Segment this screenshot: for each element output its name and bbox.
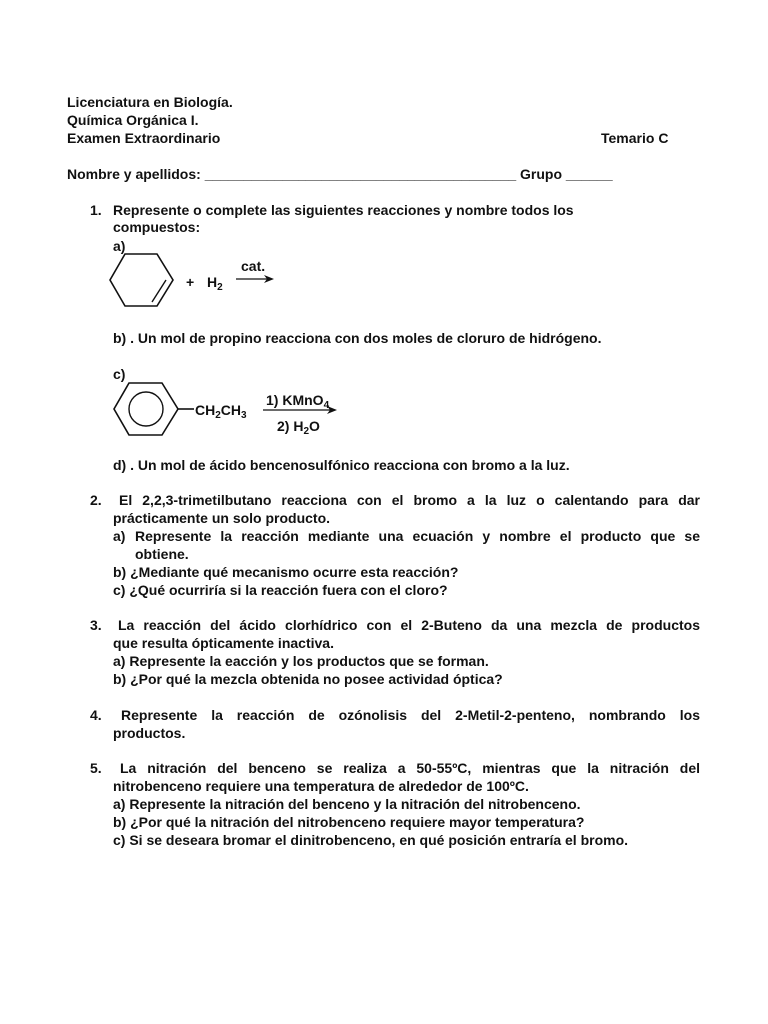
q5a-text: a) Represente la nitración del benceno y la nitración del nitrobenceno. [113, 796, 581, 812]
q2-number: 2. [90, 492, 102, 508]
q5-text-line1: La nitración del benceno se realiza a 50-55ºC, mientras que la nitración del [120, 760, 700, 776]
reaction-arrow [236, 273, 276, 285]
q1b-text: b) . Un mol de propino reacciona con dos moles de cloruro de hidrógeno. [113, 330, 602, 346]
q3b-text: b) ¿Por qué la mezcla obtenida no posee actividad óptica? [113, 671, 503, 687]
q3-number: 3. [90, 617, 102, 633]
q2a-label: a) [113, 528, 126, 544]
q2-text-line1: El 2,2,3-trimetilbutano reacciona con el bromo a la luz o calentando para dar [119, 492, 700, 508]
q4-number: 4. [90, 707, 102, 723]
q1c-ch3: CH [220, 402, 242, 418]
q3a-text: a) Represente la eacción y los productos que se forman. [113, 653, 489, 669]
q2a-text-line2: obtiene. [135, 546, 189, 562]
q1-text-line1: Represente o complete las siguientes reacciones y nombre todos los [113, 202, 574, 218]
q1c-ch2: CH [195, 402, 216, 418]
q1a-catalyst-label: cat. [241, 258, 266, 274]
q1-text-line2: compuestos: [113, 219, 201, 235]
q1c-reagent-1: 1) KMnO [266, 392, 324, 408]
q5b-text: b) ¿Por qué la nitración del nitrobenceno requiere mayor temperatura? [113, 814, 585, 830]
q5-text-line2: nitrobenceno requiere una temperatura de alrededor de 100ºC. [113, 778, 529, 794]
q4-text-line2: productos. [113, 725, 186, 741]
q1a-label: a) [113, 238, 126, 254]
q1c-ch2-subscript: 2 [215, 410, 221, 421]
q1c-reagent-2-subscript: 2 [303, 426, 310, 437]
reaction-arrow [263, 404, 339, 416]
q1c-ch3-subscript: 3 [241, 410, 247, 421]
q2-text-line2: prácticamente un solo producto. [113, 510, 331, 526]
q3-text-line1: La reacción del ácido clorhídrico con el 2-Buteno da una mezcla de productos [118, 617, 700, 633]
q1d-text: d) . Un mol de ácido bencenosulfónico reacciona con bromo a la luz. [113, 457, 570, 473]
q1c-label: c) [113, 366, 126, 382]
q1-number: 1. [90, 202, 102, 218]
q1a-hydrogen: H [207, 274, 218, 290]
course-title: Química Orgánica I. [67, 112, 199, 128]
exam-title: Examen Extraordinario [67, 130, 221, 146]
q3-text-line2: que resulta ópticamente inactiva. [113, 635, 334, 651]
q1c-reagent-2: 2) H [277, 418, 304, 434]
q2a-text-line1: Represente la reacción mediante una ecuación y nombre el producto que se [135, 528, 700, 544]
temario-label: Temario C [601, 130, 669, 146]
q4-text-line1: Represente la reacción de ozónolisis del 2-Metil-2-penteno, nombrando los [121, 707, 700, 723]
q5c-text: c) Si se deseara bromar el dinitrobenceno, en qué posición entraría el bromo. [113, 832, 629, 848]
q2c-text: c) ¿Qué ocurriría si la reacción fuera con el cloro? [113, 582, 448, 598]
q1c-reagent-2-oxygen: O [309, 418, 320, 434]
q2b-text: b) ¿Mediante qué mecanismo ocurre esta reacción? [113, 564, 459, 580]
q1a-plus: + [186, 274, 195, 290]
program-title: Licenciatura en Biología. [67, 94, 233, 110]
q5-number: 5. [90, 760, 102, 776]
benzene-ring-structure [114, 381, 196, 437]
cyclohexene-structure [110, 250, 180, 312]
q1c-reagent-1-subscript: 4 [323, 400, 330, 411]
name-group-line: Nombre y apellidos: ________________________________________ Grupo ______ [67, 166, 613, 182]
q1a-hydrogen-subscript: 2 [217, 282, 223, 293]
